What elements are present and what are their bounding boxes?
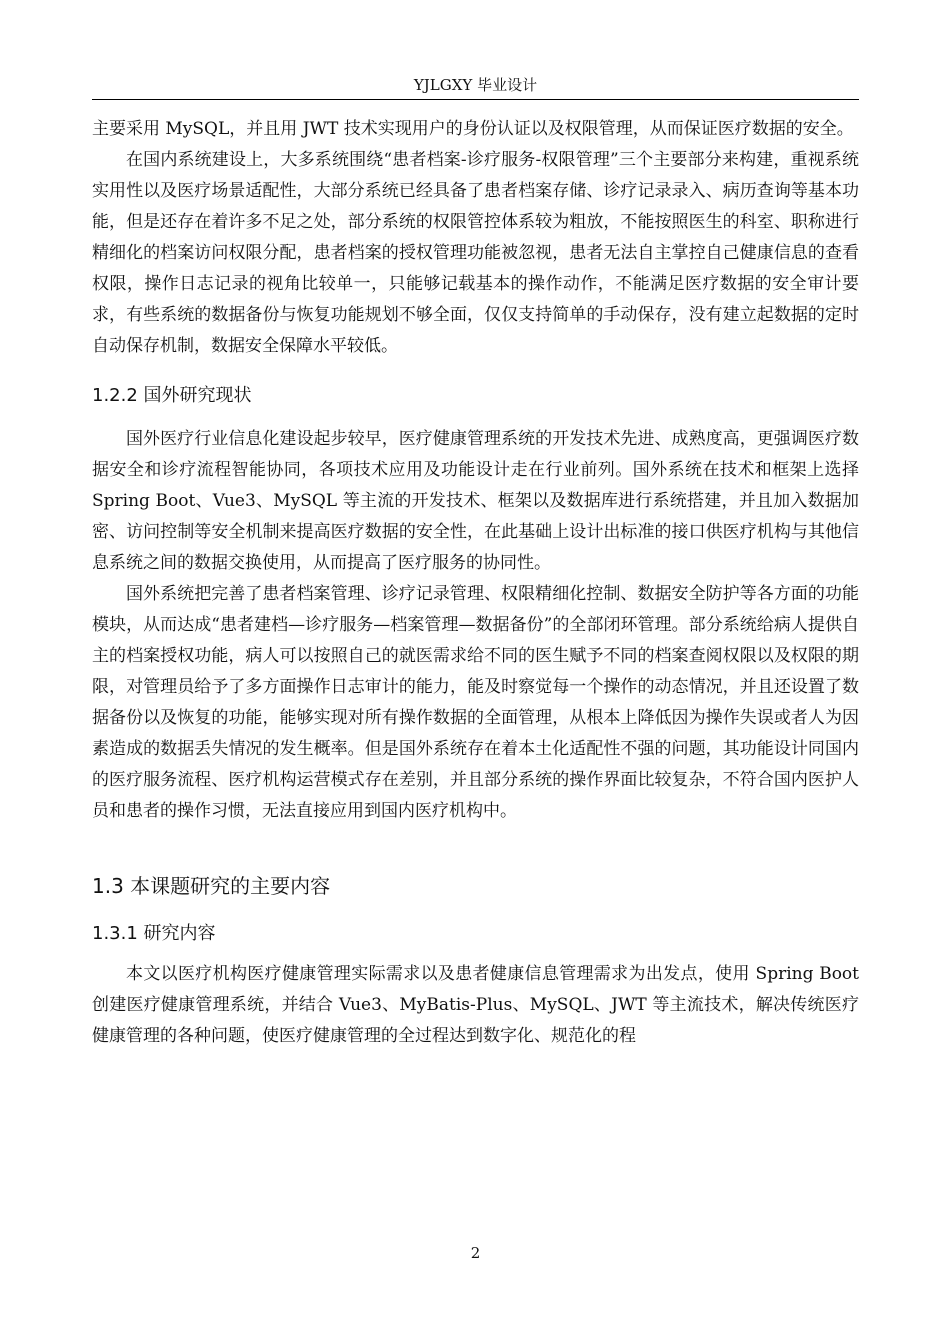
paragraph-continuation: 主要采用 MySQL，并且用 JWT 技术实现用户的身份认证以及权限管理，从而保证医疗数据的安全。 [92, 119, 854, 139]
page-header: YJLGXY 毕业设计 [413, 76, 538, 94]
section-heading-1-2-2: 1.2.2 国外研究现状 [92, 385, 252, 406]
section-heading-1-3-1: 1.3.1 研究内容 [92, 923, 216, 944]
section-heading-1-3: 1.3 本课题研究的主要内容 [92, 874, 331, 898]
header-divider [92, 99, 859, 100]
paragraph-research-content: 本文以医疗机构医疗健康管理实际需求以及患者健康信息管理需求为出发点，使用 Spring Boot 创建医疗健康管理系统，并结合 Vue3、MyBatis-Plus、MySQL、JWT 等主流技术，解决传统医疗健康管理的各种问题，使医疗健康管理的全过程达到数字化、规范化的程 [92, 964, 859, 1046]
paragraph-foreign-systems: 国外系统把完善了患者档案管理、诊疗记录管理、权限精细化控制、数据安全防护等各方面的功能模块，从而达成“患者建档—诊疗服务—档案管理—数据备份”的全部闭环管理。部分系统给病人提供自主的档案授权功能，病人可以按照自己的就医需求给不同的医生赋予不同的档案查阅权限以及权限的期限，对管理员给予了多方面操作日志审计的能力，能及时察觉每一个操作的动态情况，并且还设置了数据备份以及恢复的功能，能够实现对所有操作数据的全面管理，从根本上降低因为操作失误或者人为因素造成的数据丢失情况的发生概率。但是国外系统存在着本土化适配性不强的问题，其功能设计同国内的医疗服务流程、医疗机构运营模式存在差别，并且部分系统的操作界面比较复杂，不符合国内医护人员和患者的操作习惯，无法直接应用到国内医疗机构中。 [92, 584, 859, 821]
paragraph-domestic-systems: 在国内系统建设上，大多系统围绕“患者档案-诊疗服务-权限管理”三个主要部分来构建，重视系统实用性以及医疗场景适配性，大部分系统已经具备了患者档案存储、诊疗记录录入、病历查询等基本功能，但是还存在着许多不足之处，部分系统的权限管控体系较为粗放，不能按照医生的科室、职称进行精细化的档案访问权限分配，患者档案的授权管理功能被忽视，患者无法自主掌控自己健康信息的查看权限，操作日志记录的视角比较单一，只能够记载基本的操作动作，不能满足医疗数据的安全审计要求，有些系统的数据备份与恢复功能规划不够全面，仅仅支持简单的手动保存，没有建立起数据的定时自动保存机制，数据安全保障水平较低。 [92, 150, 859, 356]
page-number: 2 [470, 1244, 481, 1262]
page-body [92, 114, 859, 1052]
paragraph-foreign-research: 国外医疗行业信息化建设起步较早，医疗健康管理系统的开发技术先进、成熟度高，更强调医疗数据安全和诊疗流程智能协同，各项技术应用及功能设计走在行业前列。国外系统在技术和框架上选择 Spring Boot、Vue3、MySQL 等主流的开发技术、框架以及数据库进行系统搭建，并且加入数据加密、访问控制等安全机制来提高医疗数据的安全性，在此基础上设计出标准的接口供医疗机构与其他信息系统之间的数据交换使用，从而提高了医疗服务的协同性。 [92, 429, 859, 573]
